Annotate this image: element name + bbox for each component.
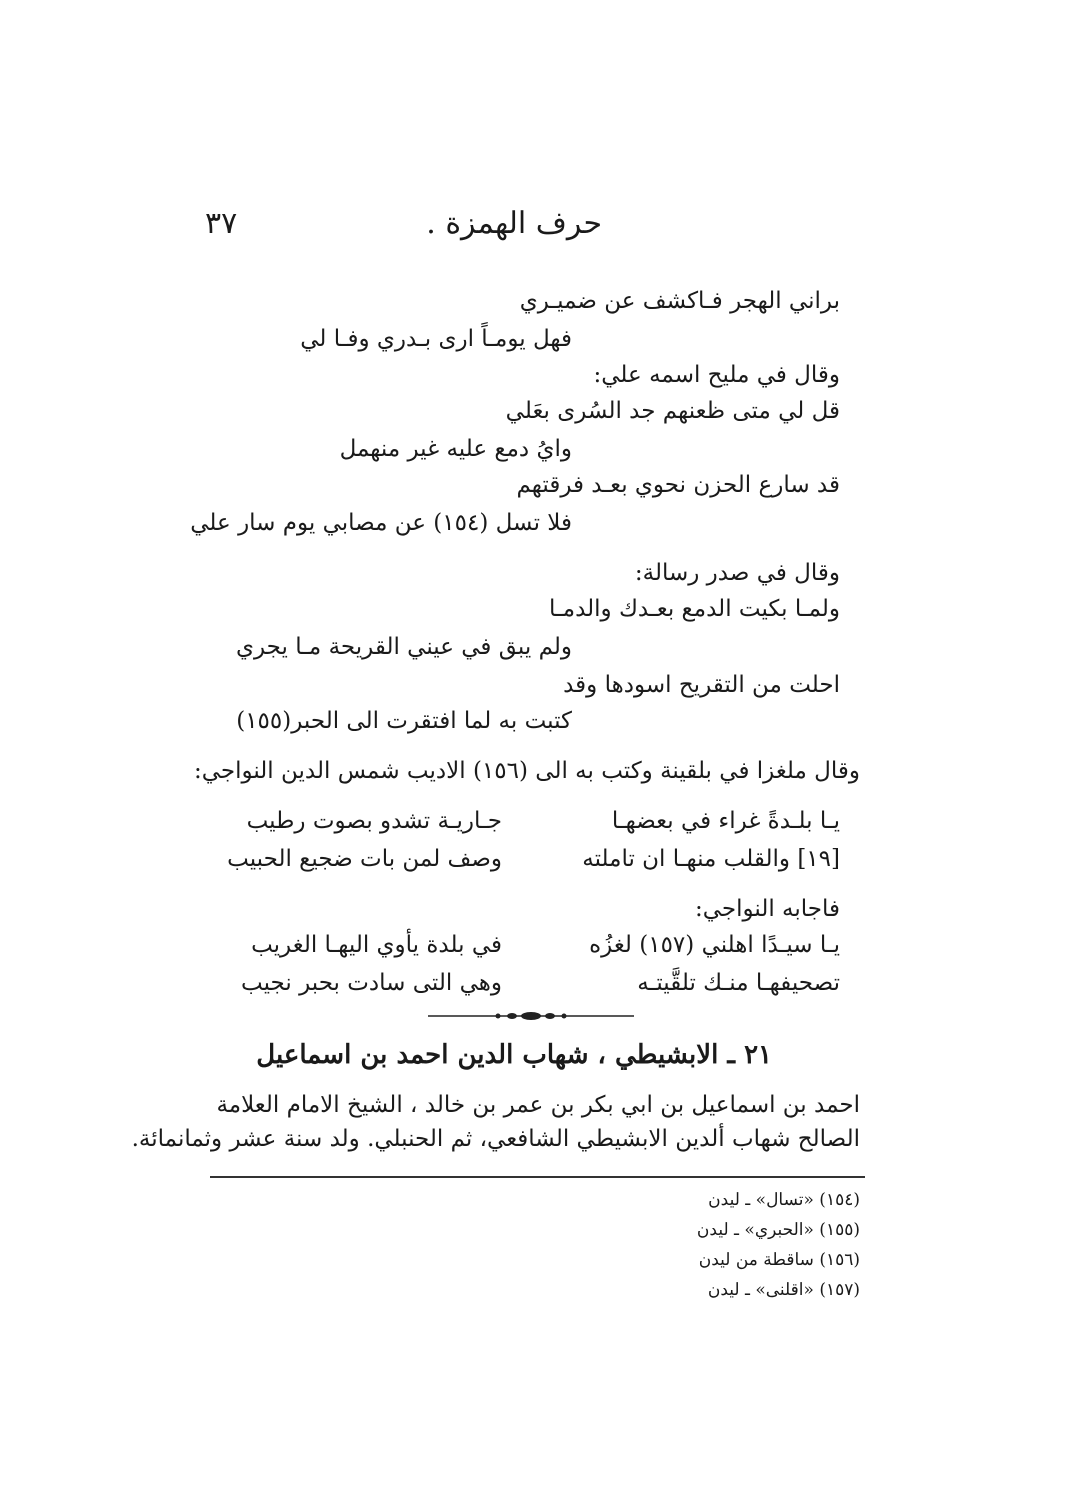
section-heading: ٢١ ـ الابشيطي ، شهاب الدين احمد بن اسماعيل [256,1040,772,1070]
verse-hemistich: وهي التى سادت بحبر نجيب [241,970,502,996]
ornament-divider [428,1008,634,1024]
text-line: قد سارع الحزن نحوي بعـد فرقتهم [516,472,840,498]
text-line: ولم يبق في عيني القريحة مـا يجري [235,634,572,660]
footnote: (١٥٦) ساقطة من ليدن [698,1250,860,1270]
text-line: وقال ملغزا في بلقينة وكتب به الى (١٥٦) الاديب شمس الدين النواجي: [193,758,860,784]
footnote: (١٥٧) «اقلنى» ـ ليدن [707,1280,860,1300]
running-title: حرف الهمزة . [426,206,602,241]
text-line: وايُ دمع عليه غير منهمل [339,436,572,462]
text-line: قل لي متى ظعنهم جد السُرى بعَلي [505,398,840,424]
text-line: براني الهجر فـاكشف عن ضميـري [519,288,840,314]
verse-hemistich: وصف لمن بات ضجيع الحبيب [227,846,502,872]
verse-hemistich: [١٩] والقلب منهـا ان تاملته [582,846,840,872]
text-line: فهل يومـاً ارى بـدري وفـا لي [300,326,572,352]
text-line: كتبت به لما افتقرت الى الحبر(١٥٥) [236,708,572,734]
footnote-rule [210,1176,865,1178]
paragraph-line: الصالح شهاب ألدين الابشيطي الشافعي، ثم الحنبلي. ولد سنة عشر وثمانمائة. [131,1126,860,1152]
verse-hemistich: تصحيفهـا منـك تلقَّيتـه [637,970,840,996]
footnote: (١٥٤) «تسال» ـ ليدن [708,1190,860,1210]
text-line: فاجابه النواجي: [694,896,840,922]
verse-hemistich: جـاريـة تشدو بصوت رطيب [246,808,502,834]
text-line: وقال في مليح اسمه علي: [593,362,840,388]
page-number: ٣٧ [205,206,238,241]
footnote: (١٥٥) «الحبري» ـ ليدن [696,1220,860,1240]
text-line: وقال في صدر رسالة: [634,560,840,586]
text-line: احلت من التقريح اسودها وقد [563,672,840,698]
text-line: ولمـا بكيت الدمع بعـدك والدمـا [549,596,840,622]
verse-hemistich: يـا سيـدًا اهلني (١٥٧) لغزُه [589,932,840,958]
text-line: فلا تسل (١٥٤) عن مصابي يوم سار علي [190,510,572,536]
verse-hemistich: في بلدة يأوي اليهـا الغريب [251,932,502,958]
paragraph-line: احمد بن اسماعيل بن ابي بكر بن عمر بن خالد ، الشيخ الامام العلامة [216,1092,860,1118]
verse-hemistich: يـا بلـدةً غراء في بعضهـا [611,808,840,834]
